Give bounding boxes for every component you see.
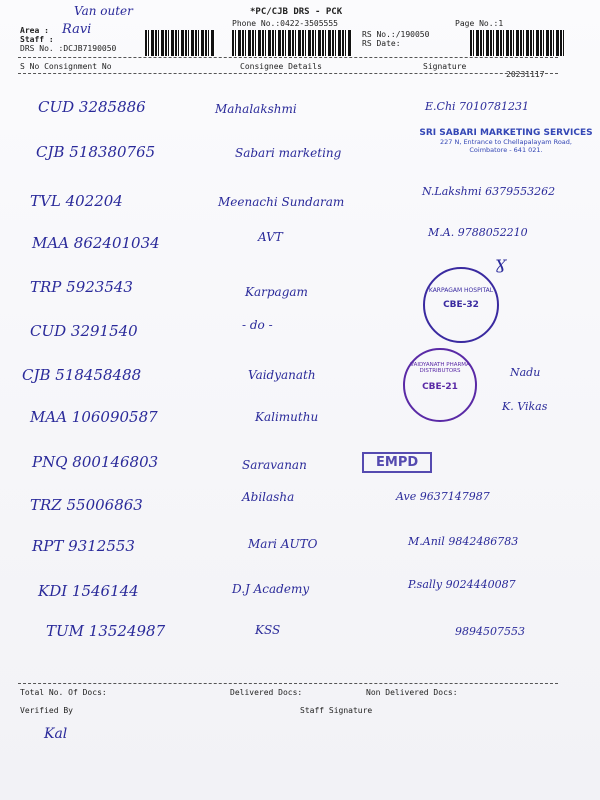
phone-number: Phone No.:0422-3505555	[232, 19, 338, 28]
consignment-code: MAA 862401034	[32, 234, 160, 252]
consignee-name: Kalimuthu	[255, 410, 319, 424]
stamp-code: CBE-32	[443, 300, 479, 310]
verified-by: Verified By	[20, 706, 73, 715]
signature: P.sally 9024440087	[408, 578, 516, 591]
barcode-left	[145, 30, 215, 56]
consignee-name: Mahalakshmi	[215, 102, 297, 116]
sheet-date: 20231117	[506, 70, 545, 79]
col-consignee: Consignee Details	[240, 62, 322, 71]
stamp-line: SRI SABARI MARKETING SERVICES	[419, 128, 593, 138]
signature: M.A. 9788052210	[428, 226, 528, 239]
stamp-line: VAIDYANATH PHARMA DISTRIBUTORS	[410, 362, 470, 374]
consignment-code: TRZ 55006863	[30, 496, 143, 514]
area-value: Ravi	[62, 22, 92, 37]
consignee-name: Mari AUTO	[248, 537, 318, 551]
signature-scribble: Ɣ	[495, 256, 507, 275]
rs-number: RS No.:/190050	[362, 30, 430, 39]
sheet-title: *PC/CJB DRS - PCK	[250, 7, 343, 17]
consignment-code: TRP 5923543	[30, 278, 133, 296]
signature: Ave 9637147987	[396, 490, 490, 503]
delivered-docs: Delivered Docs:	[230, 688, 303, 697]
consignee-name: Saravanan	[242, 458, 307, 472]
consignee-name: - do -	[242, 318, 273, 332]
consignment-code: RPT 9312553	[32, 537, 135, 555]
signature: E.Chi 7010781231	[425, 100, 530, 113]
staff-label: Staff :	[20, 35, 54, 44]
signature: M.Anil 9842486783	[408, 535, 519, 548]
consignee-name: Abilasha	[242, 490, 295, 504]
page-number: Page No.:1	[455, 19, 504, 28]
sabari-stamp	[416, 128, 596, 154]
footer-rule	[18, 683, 558, 684]
consignee-name: Meenachi Sundaram	[218, 195, 345, 209]
barcode-center	[232, 30, 352, 56]
signature: 9894507553	[455, 625, 525, 638]
consignment-code: CUD 3291540	[30, 322, 138, 340]
consignee-name: Karpagam	[245, 285, 308, 299]
barcode-right	[470, 30, 565, 56]
stamp-line: 227 N, Entrance to Chellapalayam Road,	[439, 138, 572, 146]
stamp-line: Coimbatore - 641 021.	[469, 146, 543, 154]
consignment-code: TUM 13524987	[46, 622, 166, 640]
column-rule	[18, 73, 558, 74]
consignment-code: CJB 518458488	[22, 366, 142, 384]
verifier-signature: Kal	[44, 726, 68, 742]
consignment-code: KDI 1546144	[38, 582, 139, 600]
van-note: Van outer	[74, 4, 133, 18]
header-rule	[18, 57, 558, 58]
total-docs: Total No. Of Docs:	[20, 688, 107, 697]
stamp-line: KARPAGAM HOSPITAL	[428, 287, 494, 294]
rs-date: RS Date:	[362, 39, 401, 48]
consignee-name: KSS	[255, 623, 281, 637]
consignment-code: PNQ 800146803	[32, 453, 159, 471]
area-label: Area :	[20, 26, 49, 35]
col-signature: Signature	[423, 62, 467, 71]
stamp-code: CBE-21	[422, 382, 458, 392]
consignee-name: AVT	[258, 230, 283, 244]
col-consignment: S No Consignment No	[20, 62, 112, 71]
consignee-name: Sabari marketing	[235, 146, 342, 160]
drs-number: DRS No. :DCJB7190050	[20, 44, 117, 53]
signature: Nadu	[510, 366, 541, 379]
staff-signature: Staff Signature	[300, 706, 373, 715]
signature: K. Vikas	[502, 400, 548, 413]
empd-stamp: EMPD	[362, 452, 432, 473]
consignee-name: Vaidyanath	[248, 368, 316, 382]
non-delivered-docs: Non Delivered Docs:	[366, 688, 458, 697]
signature: N.Lakshmi 6379553262	[422, 185, 556, 198]
consignment-code: CJB 518380765	[36, 143, 156, 161]
karpagam-stamp	[423, 267, 499, 343]
vaidyanath-stamp	[403, 348, 477, 422]
consignee-name: D.J Academy	[232, 582, 310, 596]
consignment-code: CUD 3285886	[38, 98, 146, 116]
consignment-code: TVL 402204	[30, 192, 123, 210]
consignment-code: MAA 106090587	[30, 408, 158, 426]
